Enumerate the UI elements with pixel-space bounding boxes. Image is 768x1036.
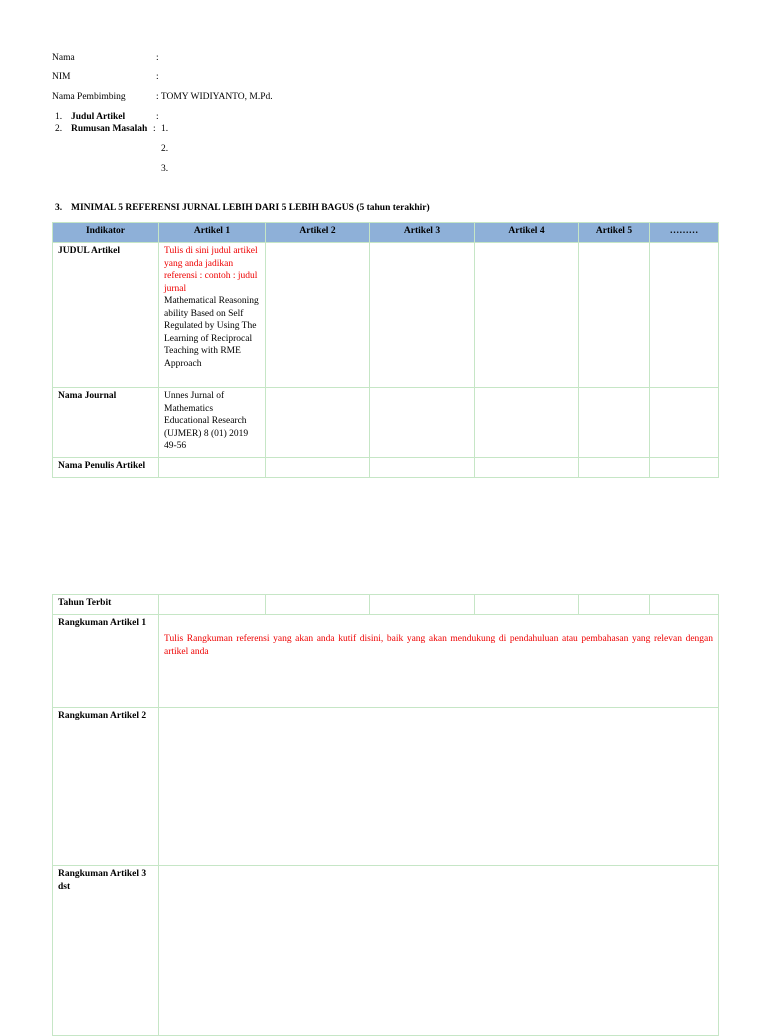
rangkuman-2-label: Rangkuman Artikel 2	[53, 708, 159, 866]
nama-colon: :	[156, 53, 159, 63]
table-cell[interactable]	[266, 458, 370, 478]
header-artikel-5: Artikel 5	[579, 223, 650, 243]
table-cell[interactable]	[650, 243, 719, 388]
reference-table-bottom	[52, 594, 719, 1036]
rangkuman-3-label: Rangkuman Artikel 3 dst	[53, 866, 159, 1036]
header-more: ………	[650, 223, 719, 243]
table-cell[interactable]	[650, 595, 719, 615]
rumusan-label: Rumusan Masalah	[71, 124, 148, 134]
table-row-rangkuman-3	[53, 866, 719, 1036]
tahun-terbit-label: Tahun Terbit	[53, 595, 159, 615]
judul-number: 1.	[55, 112, 63, 122]
rangkuman-1-hint-text: Tulis Rangkuman referensi yang akan anda kutif disini, baik yang akan mendukung di pendahuluan atau pembahasan yang relevan dengan artikel anda	[164, 634, 713, 657]
table-cell[interactable]	[475, 458, 579, 478]
judul-colon: :	[156, 112, 159, 122]
header-artikel-2: Artikel 2	[266, 223, 370, 243]
nama-journal-label: Nama Journal	[53, 388, 159, 458]
table-row-journal	[53, 388, 719, 458]
table-cell[interactable]	[579, 388, 650, 458]
nim-label: NIM	[52, 72, 71, 82]
table-cell[interactable]	[370, 595, 475, 615]
section3-number: 3.	[55, 203, 63, 213]
table-cell[interactable]	[159, 595, 266, 615]
table-row-rangkuman-2	[53, 708, 719, 866]
table-cell[interactable]	[475, 595, 579, 615]
rangkuman-1-cell[interactable]	[159, 615, 719, 708]
table-cell[interactable]	[266, 388, 370, 458]
rangkuman-2-cell[interactable]	[159, 708, 719, 866]
table-header-row	[53, 223, 719, 243]
table-cell[interactable]	[579, 458, 650, 478]
table-cell[interactable]	[266, 243, 370, 388]
table-cell[interactable]	[370, 243, 475, 388]
table-cell[interactable]	[159, 458, 266, 478]
table-cell[interactable]	[370, 388, 475, 458]
judul-artikel-1-cell[interactable]	[159, 243, 266, 388]
header-artikel-3: Artikel 3	[370, 223, 475, 243]
table-cell[interactable]	[475, 243, 579, 388]
table-cell[interactable]	[579, 595, 650, 615]
judul-example-text: Mathematical Reasoning ability Based on Self Regulated by Using The Learning of Reciprocal Teaching with RME Approach	[164, 296, 259, 369]
journal-example-text: Unnes Jurnal of Mathematics Educational Research (UJMER) 8 (01) 2019 49-56	[164, 391, 249, 451]
rumusan-point: 3.	[161, 164, 169, 174]
rumusan-point: 2.	[161, 144, 169, 154]
header-indikator: Indikator	[53, 223, 159, 243]
journal-artikel-1-cell[interactable]	[159, 388, 266, 458]
nama-penulis-label: Nama Penulis Artikel	[53, 458, 159, 478]
pembimbing-label: Nama Pembimbing	[52, 92, 126, 102]
pembimbing-value: : TOMY WIDIYANTO, M.Pd.	[156, 92, 273, 102]
table-row-tahun	[53, 595, 719, 615]
table-cell[interactable]	[650, 458, 719, 478]
rumusan-point: 1.	[161, 124, 169, 134]
header-artikel-4: Artikel 4	[475, 223, 579, 243]
judul-label: Judul Artikel	[71, 112, 126, 122]
table-row-judul	[53, 243, 719, 388]
nim-colon: :	[156, 72, 159, 82]
rangkuman-1-label: Rangkuman Artikel 1	[53, 615, 159, 708]
table-cell[interactable]	[370, 458, 475, 478]
judul-artikel-label: JUDUL Artikel	[53, 243, 159, 388]
table-cell[interactable]	[650, 388, 719, 458]
table-cell[interactable]	[475, 388, 579, 458]
header-artikel-1: Artikel 1	[159, 223, 266, 243]
rumusan-number: 2.	[55, 124, 63, 134]
section3-title: MINIMAL 5 REFERENSI JURNAL LEBIH DARI 5 LEBIH BAGUS (5 tahun terakhir)	[71, 203, 430, 213]
nama-label: Nama	[52, 53, 75, 63]
table-row-rangkuman-1	[53, 615, 719, 708]
reference-table-top	[52, 222, 719, 478]
judul-hint-text: Tulis di sini judul artikel yang anda jadikan referensi : contoh : judul jurnal	[164, 246, 258, 294]
table-cell[interactable]	[579, 243, 650, 388]
table-cell[interactable]	[266, 595, 370, 615]
table-row-penulis	[53, 458, 719, 478]
rangkuman-3-cell[interactable]	[159, 866, 719, 1036]
rumusan-colon: :	[153, 124, 156, 134]
